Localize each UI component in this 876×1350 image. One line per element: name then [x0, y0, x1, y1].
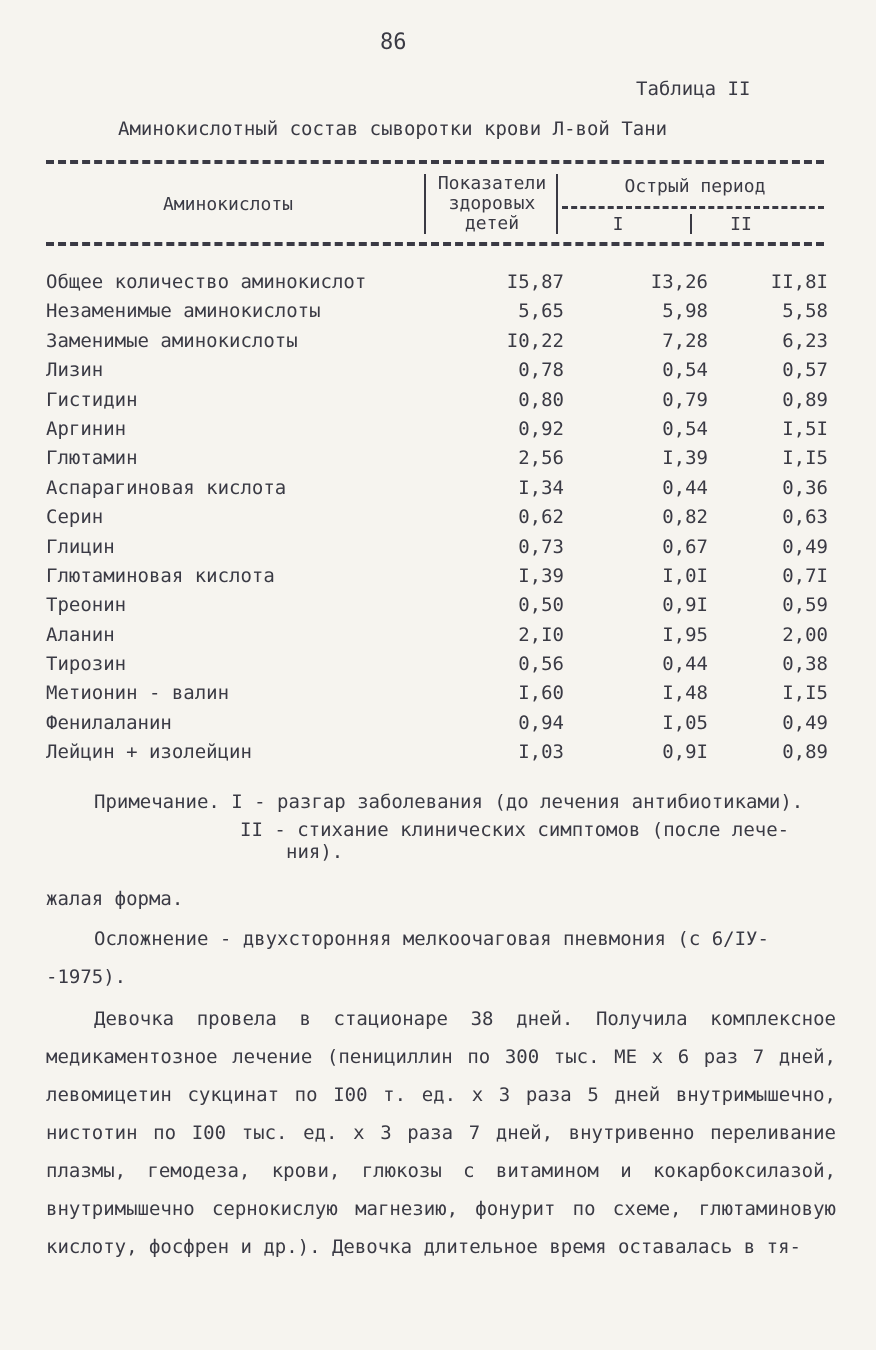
period-ii-value: I,I5	[782, 447, 828, 470]
table-body	[46, 268, 836, 768]
period-ii-value: 2,00	[782, 623, 828, 646]
period-i-value: I,48	[662, 682, 708, 705]
amino-acid-name: Фенилаланин	[46, 711, 172, 734]
amino-acid-name: Незаменимые аминокислоты	[46, 300, 321, 323]
period-i-value: 0,44	[662, 653, 708, 676]
table-row	[46, 503, 836, 532]
healthy-value: I,39	[518, 564, 564, 587]
period-ii-value: 0,63	[782, 506, 828, 529]
header-divider-sub	[690, 214, 692, 234]
period-ii-value: II,8I	[770, 271, 828, 293]
amino-acid-name: Лизин	[46, 359, 104, 382]
healthy-value: 2,56	[518, 447, 564, 470]
body-paragraph-3: Девочка провела в стационаре 38 дней. Получила комплексное медикаментозное лечение (пенициллин по 300 тыс. МЕ х 6 раз 7 дней, левомицетин сукцинат по I00 т. ед. х 3 раза 5 дней внутримышечно, нистотин по I00 тыс. ед. х 3 раза 7 дней, внутривенно переливание плазмы, гемодеза, крови, глюкозы с витамином и кокарбоксилазой, внутримышечно сернокислую магнезию, фонурит по схеме, глютаминовую кислоту, фосфрен и др.). Девочка длительное время оставалась в тя-	[46, 1008, 836, 1258]
healthy-value: 0,92	[518, 417, 564, 440]
healthy-value: I,03	[518, 741, 564, 764]
healthy-value: 0,73	[518, 535, 564, 558]
period-i-value: 7,28	[662, 329, 708, 352]
amino-acid-name: Серин	[46, 506, 104, 529]
table-row	[46, 268, 836, 297]
period-i-value: 0,9I	[662, 741, 708, 764]
period-ii-value: 0,89	[782, 741, 828, 764]
amino-acid-name: Глютаминовая кислота	[46, 564, 275, 587]
healthy-value: 0,80	[518, 388, 564, 411]
header-healthy-line3: детей	[464, 213, 520, 234]
healthy-value: 0,50	[518, 594, 564, 617]
body-paragraph-1: жалая форма.	[46, 888, 184, 910]
healthy-value: 2,I0	[518, 623, 564, 646]
table-top-rule	[46, 160, 824, 164]
page-number: 86	[380, 30, 407, 55]
period-ii-value: I,I5	[782, 682, 828, 705]
amino-acid-name: Тирозин	[46, 653, 127, 676]
table-label: Таблица II	[636, 78, 751, 100]
period-i-value: I,95	[662, 623, 708, 646]
period-ii-value: 0,57	[782, 359, 828, 382]
amino-acid-name: Гистидин	[46, 388, 138, 411]
period-i-value: I,39	[662, 447, 708, 470]
period-ii-value: 0,49	[782, 535, 828, 558]
period-ii-value: 0,38	[782, 653, 828, 676]
header-sub-rule	[562, 206, 824, 209]
period-i-value: 0,67	[662, 535, 708, 558]
table-row	[46, 650, 836, 679]
table-row	[46, 474, 836, 503]
body-paragraph-2: Осложнение - двухсторонняя мелкоочаговая пневмония (с 6/IУ--1975).	[46, 928, 769, 988]
amino-acid-name: Глютамин	[46, 447, 138, 470]
table-row	[46, 738, 836, 767]
header-divider-right	[556, 174, 558, 234]
table-row	[46, 709, 836, 738]
period-ii-value: 0,89	[782, 388, 828, 411]
header-divider-left	[424, 174, 426, 234]
amino-acid-name: Лейцин + изолейцин	[46, 741, 252, 764]
healthy-value: 5,65	[518, 300, 564, 323]
period-i-value: I3,26	[650, 271, 708, 293]
table-row	[46, 386, 836, 415]
period-i-value: 5,98	[662, 300, 708, 323]
table-row	[46, 356, 836, 385]
table-row	[46, 327, 836, 356]
amino-acid-name: Общее количество аминокислот	[46, 271, 367, 293]
amino-acid-name: Треонин	[46, 594, 127, 617]
healthy-value: 0,56	[518, 653, 564, 676]
healthy-value: I0,22	[506, 329, 564, 352]
table-row	[46, 562, 836, 591]
note-line-3: ния).	[286, 841, 344, 863]
period-ii-value: 0,36	[782, 476, 828, 499]
amino-acid-name: Глицин	[46, 535, 115, 558]
table-row	[46, 415, 836, 444]
period-i-value: I,0I	[662, 564, 708, 587]
healthy-value: 0,78	[518, 359, 564, 382]
period-ii-value: 5,58	[782, 300, 828, 323]
period-i-value: 0,44	[662, 476, 708, 499]
table-row	[46, 533, 836, 562]
table-row	[46, 444, 836, 473]
table-row	[46, 591, 836, 620]
note-line-1: Примечание. I - разгар заболевания (до лечения антибиотиками).	[94, 791, 804, 813]
table-row	[46, 679, 836, 708]
header-col-i: I	[612, 214, 624, 235]
period-ii-value: 0,7I	[782, 564, 828, 587]
period-i-value: 0,9I	[662, 594, 708, 617]
healthy-value: 0,62	[518, 506, 564, 529]
healthy-value: I,60	[518, 682, 564, 705]
period-ii-value: 0,59	[782, 594, 828, 617]
amino-acid-name: Аргинин	[46, 417, 127, 440]
period-ii-value: I,5I	[782, 417, 828, 440]
period-ii-value: 6,23	[782, 329, 828, 352]
amino-acid-name: Аланин	[46, 623, 115, 646]
table-title: Аминокислотный состав сыворотки крови Л-вой Тани	[118, 118, 668, 140]
table-row	[46, 621, 836, 650]
period-i-value: 0,54	[662, 359, 708, 382]
period-i-value: 0,54	[662, 417, 708, 440]
healthy-value: I5,87	[506, 271, 564, 293]
header-healthy	[430, 174, 554, 234]
period-i-value: I,05	[662, 711, 708, 734]
healthy-value: I,34	[518, 476, 564, 499]
amino-acid-name: Аспарагиновая кислота	[46, 476, 287, 499]
period-i-value: 0,82	[662, 506, 708, 529]
header-healthy-line2: здоровых	[448, 193, 536, 214]
period-i-value: 0,79	[662, 388, 708, 411]
header-healthy-line1: Показатели	[437, 173, 547, 194]
header-amino-acids: Аминокислоты	[162, 194, 294, 215]
header-bottom-rule	[46, 242, 824, 246]
header-col-ii: II	[730, 214, 752, 235]
amino-acid-name: Метионин - валин	[46, 682, 230, 705]
healthy-value: 0,94	[518, 711, 564, 734]
table-row	[46, 297, 836, 326]
amino-acid-name: Заменимые аминокислоты	[46, 329, 298, 352]
note-line-2: II - стихание клинических симптомов (после лече-	[240, 819, 790, 841]
header-acute-period: Острый период	[624, 176, 766, 197]
period-ii-value: 0,49	[782, 711, 828, 734]
